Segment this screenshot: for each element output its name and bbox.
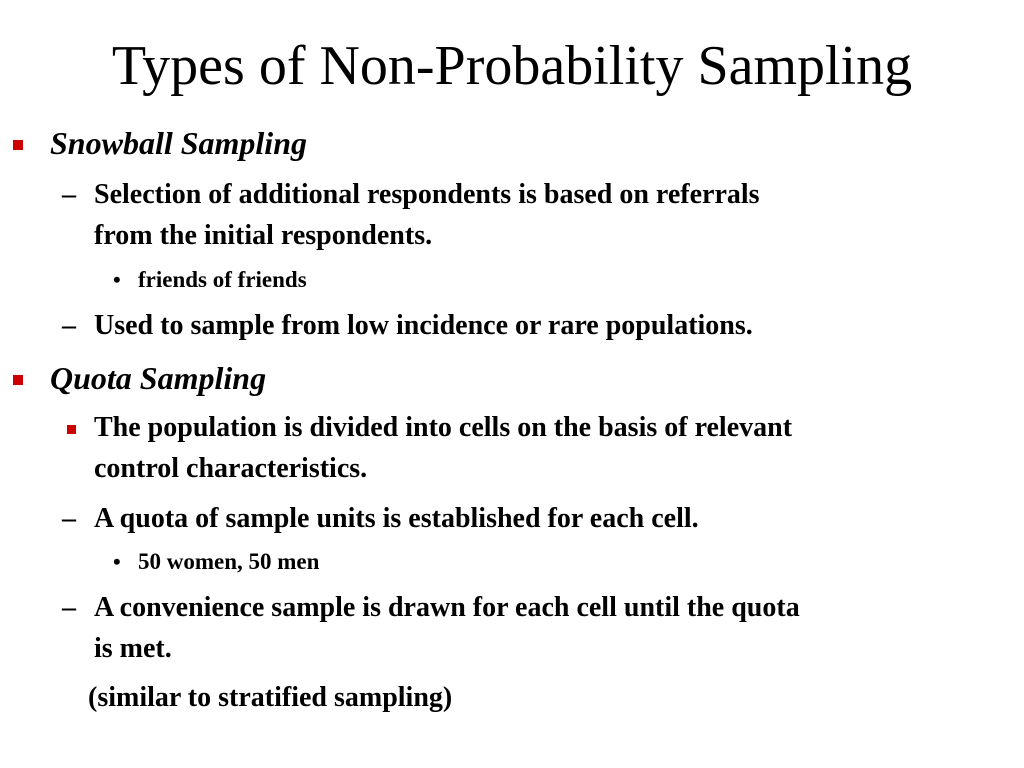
- quota-point-3-line-2: is met.: [94, 633, 172, 664]
- square-bullet-icon: [13, 137, 23, 155]
- snowball-heading: Snowball Sampling: [50, 125, 307, 161]
- snowball-example: friends of friends: [138, 267, 307, 292]
- square-bullet-icon: [13, 372, 23, 390]
- dot-bullet-icon: •: [113, 267, 121, 292]
- dash-bullet-icon: –: [62, 179, 76, 210]
- quota-example: 50 women, 50 men: [138, 549, 320, 574]
- square-bullet-icon: [67, 421, 76, 439]
- snowball-point-1-line-1: Selection of additional respondents is based on referrals: [94, 179, 760, 210]
- dash-bullet-icon: –: [62, 503, 76, 534]
- slide-title: Types of Non-Probability Sampling: [111, 35, 913, 97]
- snowball-point-2: Used to sample from low incidence or rare populations.: [94, 310, 753, 341]
- snowball-point-1-line-2: from the initial respondents.: [94, 220, 433, 251]
- dot-bullet-icon: •: [113, 549, 121, 574]
- quota-heading: Quota Sampling: [50, 360, 267, 396]
- quota-point-1-line-1: The population is divided into cells on the basis of relevant: [94, 412, 793, 443]
- quota-point-1-line-2: control characteristics.: [94, 453, 368, 484]
- quota-point-2: A quota of sample units is established for each cell.: [94, 503, 699, 534]
- quota-note: (similar to stratified sampling): [88, 682, 453, 713]
- quota-point-3-line-1: A convenience sample is drawn for each cell until the quota: [94, 592, 800, 623]
- dash-bullet-icon: –: [62, 310, 76, 341]
- dash-bullet-icon: –: [62, 592, 76, 623]
